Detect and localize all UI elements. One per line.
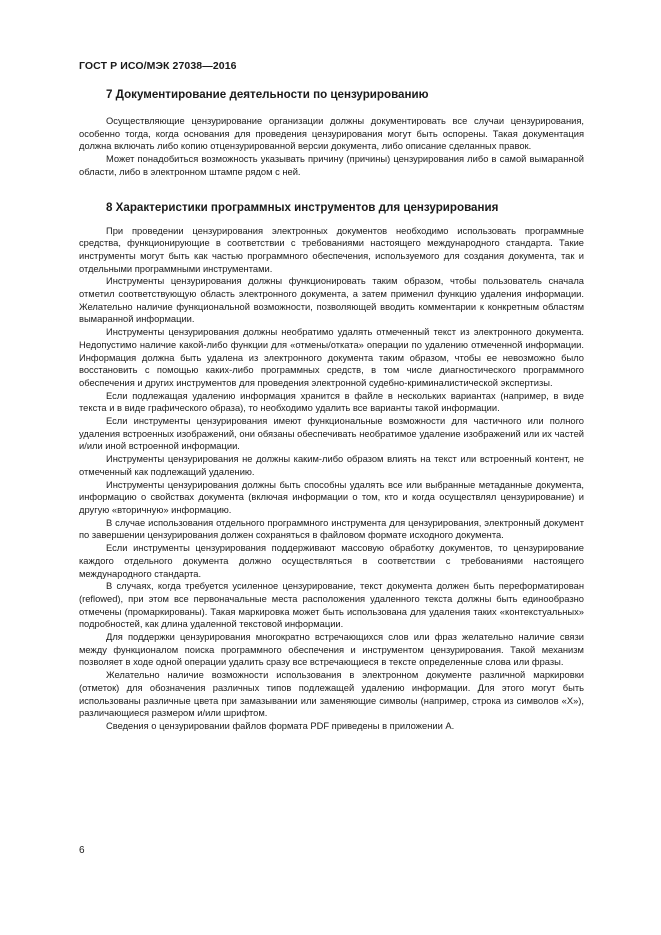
paragraph: Сведения о цензурировании файлов формата PDF приведены в приложении А.	[106, 720, 455, 731]
paragraph: Инструменты цензурирования должны функционировать таким образом, чтобы пользователь сначала отметил соответствующую область электронного документа, а затем применил функцию удаления информации. Желательно наличие функциональной возможности, позволяющей вводить комментарии к конкретным областям вымаранной информации.	[79, 276, 584, 325]
section-7-title: 7 Документирование деятельности по цензурированию	[106, 88, 429, 101]
page-number: 6	[79, 845, 85, 856]
section-7-body	[79, 115, 584, 179]
paragraph: Если инструменты цензурирования поддерживают массовую обработку документов, то цензурирование каждого отдельного документа должно осуществляться в соответствии с требованиями настоящего международного стандарта.	[79, 543, 584, 579]
paragraph: Инструменты цензурирования не должны каким-либо образом влиять на текст или встроенный контент, не отмеченный как подлежащий удалению.	[79, 454, 584, 477]
paragraph: Если подлежащая удалению информация хранится в файле в нескольких вариантах (например, в виде текста и в виде графического образа), то необходимо удалить все варианты такой информации.	[79, 390, 584, 414]
document-body	[79, 88, 584, 733]
document-header: ГОСТ Р ИСО/МЭК 27038—2016	[79, 60, 237, 72]
paragraph: В случаях, когда требуется усиленное цензурирование, текст документа должен быть переформатирован (reflowed), при этом все первоначальные места расположения удаленного текста должны быть единообразно отмечены (промаркированы). Такая маркировка может быть использована для удаления таких «контекстуальных» подробностей, как длина удаленной текстовой информации.	[79, 581, 584, 630]
section-8-title: 8 Характеристики программных инструментов для цензурирования	[106, 200, 499, 214]
paragraph: Для поддержки цензурирования многократно встречающихся слов или фраз желательно наличие связи между функционалом поиска программного обеспечения и инструментом цензурирования. Такой механизм позволяет в ходе одной операции удалить сразу все встречающиеся в тексте определенные слова или фразы.	[79, 632, 584, 668]
paragraph: Инструменты цензурирования должны необратимо удалять отмеченный текст из электронного документа. Недопустимо наличие какой-либо функции для «отмены/отката» операции по удалению отмеченной информации. Информация должна быть удалена из электронного документа таким образом, чтобы ее невозможно было восстановить с помощью каких-либо программных средств, в том числе диагностического программного обеспечения и других инструментов для проведения электронной судебно-криминалистической экспертизы.	[79, 327, 584, 388]
paragraph: Если инструменты цензурирования имеют функциональные возможности для частичного или полного удаления встроенных изображений, они обязаны обеспечивать необратимое удаление изображений или их частей и/или иной встроенной информации.	[79, 416, 584, 452]
paragraph: Может понадобиться возможность указывать причину (причины) цензурирования либо в самой вымаранной области, либо в электронном штампе рядом с ней.	[79, 154, 584, 177]
paragraph: Инструменты цензурирования должны быть способны удалять все или выбранные метаданные документа, информацию о свойствах документа (включая информации о том, кто и когда осуществлял цензурирование) и другую «вторичную» информацию.	[79, 479, 584, 515]
section-8-body	[79, 225, 584, 733]
paragraph: Желательно наличие возможности использования в электронном документе различной маркировки (отметок) для обозначения различных типов подлежащей удалению информации. Для этого могут быть использованы различные цвета при замазывании или заменяющие символы (например, строка из символов «Х»), различающиеся размером и/или шрифтом.	[79, 670, 584, 719]
paragraph: При проведении цензурирования электронных документов необходимо использовать программные средства, функционирующие в соответствии с требованиями настоящего международного стандарта. Такие инструменты могут быть как частью программного обеспечения, используемого для создания документа, так и отдельными программными инструментами.	[79, 225, 584, 274]
paragraph: В случае использования отдельного программного инструмента для цензурирования, электронный документ по завершении цензурирования должен сохраняться в файловом формате исходного документа.	[79, 517, 584, 541]
paragraph: Осуществляющие цензурирование организации должны документировать все случаи цензурирования, особенно тогда, когда основания для проведения цензурирования могут быть оспорены. Такая документация должна включать либо копию отцензурированной версии документа, либо описание сделанных правок.	[79, 116, 584, 152]
